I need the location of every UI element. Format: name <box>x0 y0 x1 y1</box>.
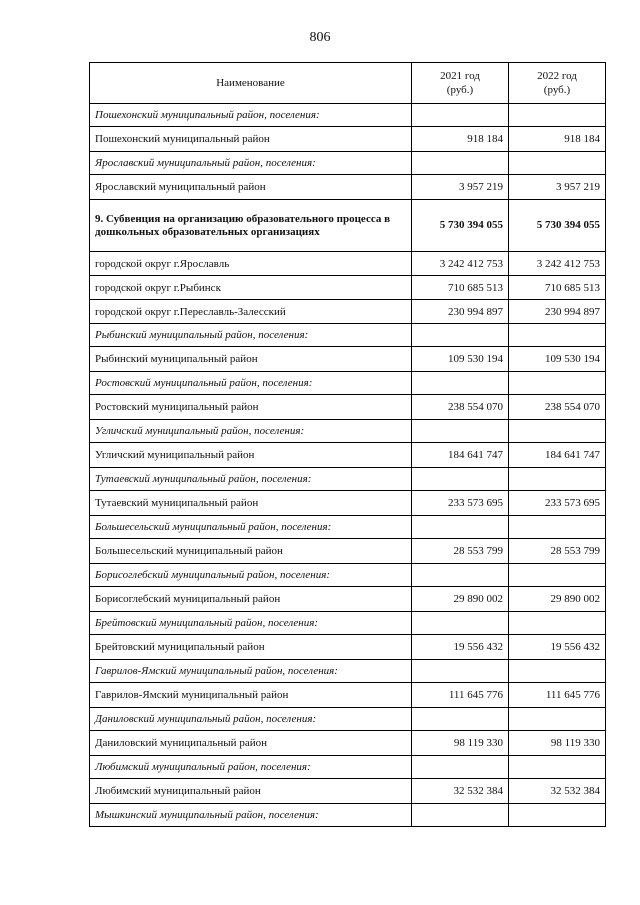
table-row <box>90 683 606 708</box>
row-value-2021: 238 554 070 <box>412 395 509 420</box>
row-value-2022: 19 556 432 <box>509 635 606 660</box>
row-value-2022: 98 119 330 <box>509 731 606 756</box>
table-row <box>90 468 606 491</box>
row-name-cell: Даниловский муниципальный район, поселения: <box>90 708 412 731</box>
row-name-cell: Мышкинский муниципальный район, поселения: <box>90 804 412 827</box>
row-name-cell: Тутаевский муниципальный район <box>90 491 412 516</box>
header-2021 <box>412 63 509 104</box>
row-value-2021: 918 184 <box>412 127 509 152</box>
table-row <box>90 491 606 516</box>
row-value-2021: 233 573 695 <box>412 491 509 516</box>
row-value-2021: 111 645 776 <box>412 683 509 708</box>
row-value-2021 <box>412 372 509 395</box>
row-value-2022 <box>509 756 606 779</box>
table-row <box>90 175 606 200</box>
row-value-2022: 238 554 070 <box>509 395 606 420</box>
row-value-2022 <box>509 324 606 347</box>
row-name-cell: Пошехонский муниципальный район, поселения: <box>90 104 412 127</box>
table-row <box>90 516 606 539</box>
table-row <box>90 152 606 175</box>
table-row <box>90 395 606 420</box>
row-value-2022: 111 645 776 <box>509 683 606 708</box>
row-value-2022 <box>509 420 606 443</box>
row-name-cell: городской округ г.Ярославль <box>90 252 412 276</box>
row-name-cell: Ярославский муниципальный район <box>90 175 412 200</box>
row-value-2022: 29 890 002 <box>509 587 606 612</box>
row-value-2022 <box>509 152 606 175</box>
row-value-2021 <box>412 660 509 683</box>
table-row <box>90 564 606 587</box>
row-value-2021 <box>412 804 509 827</box>
row-value-2021: 3 957 219 <box>412 175 509 200</box>
row-value-2022: 28 553 799 <box>509 539 606 564</box>
row-value-2022 <box>509 708 606 731</box>
row-name-cell: Тутаевский муниципальный район, поселения: <box>90 468 412 491</box>
row-value-2021 <box>412 420 509 443</box>
table-row <box>90 731 606 756</box>
row-value-2021: 19 556 432 <box>412 635 509 660</box>
row-value-2022 <box>509 104 606 127</box>
row-value-2022: 230 994 897 <box>509 300 606 324</box>
row-value-2021 <box>412 564 509 587</box>
table-row <box>90 660 606 683</box>
row-value-2021 <box>412 152 509 175</box>
table-row <box>90 347 606 372</box>
row-value-2022: 3 957 219 <box>509 175 606 200</box>
table-row <box>90 127 606 152</box>
table-row <box>90 324 606 347</box>
row-name-cell: Ростовский муниципальный район, поселения: <box>90 372 412 395</box>
header-2021-year: 2021 год <box>440 70 480 82</box>
table-row <box>90 708 606 731</box>
row-value-2022: 32 532 384 <box>509 779 606 804</box>
row-name-cell: Рыбинский муниципальный район <box>90 347 412 372</box>
row-name-cell: Брейтовский муниципальный район, поселения: <box>90 612 412 635</box>
row-value-2021: 3 242 412 753 <box>412 252 509 276</box>
row-value-2021 <box>412 468 509 491</box>
row-value-2022 <box>509 660 606 683</box>
row-value-2021: 98 119 330 <box>412 731 509 756</box>
row-value-2022: 3 242 412 753 <box>509 252 606 276</box>
row-name-cell: городской округ г.Переславль-Залесский <box>90 300 412 324</box>
row-name-cell: Угличский муниципальный район <box>90 443 412 468</box>
table-row <box>90 252 606 276</box>
row-value-2021: 710 685 513 <box>412 276 509 300</box>
table-row <box>90 420 606 443</box>
header-2022-year: 2022 год <box>537 70 577 82</box>
table-row <box>90 276 606 300</box>
row-value-2021: 184 641 747 <box>412 443 509 468</box>
row-value-2022: 918 184 <box>509 127 606 152</box>
row-value-2021: 109 530 194 <box>412 347 509 372</box>
table-row <box>90 200 606 252</box>
table-row <box>90 104 606 127</box>
row-name-cell: Брейтовский муниципальный район <box>90 635 412 660</box>
row-name-cell: Гаврилов-Ямский муниципальный район <box>90 683 412 708</box>
row-name-cell: Рыбинский муниципальный район, поселения: <box>90 324 412 347</box>
table-row <box>90 635 606 660</box>
row-name-cell: Борисоглебский муниципальный район, поселения: <box>90 564 412 587</box>
row-value-2022 <box>509 564 606 587</box>
table-row <box>90 300 606 324</box>
row-name-cell: Большесельский муниципальный район <box>90 539 412 564</box>
row-value-2022 <box>509 372 606 395</box>
row-value-2021: 32 532 384 <box>412 779 509 804</box>
row-value-2021: 230 994 897 <box>412 300 509 324</box>
table-row <box>90 443 606 468</box>
table-row <box>90 756 606 779</box>
table-row <box>90 587 606 612</box>
row-name-cell: Ростовский муниципальный район <box>90 395 412 420</box>
header-2022-unit: (руб.) <box>543 84 571 96</box>
page-number: 806 <box>309 30 331 45</box>
row-name-cell: 9. Субвенция на организацию образовательного процесса в дошкольных образовательных организациях <box>90 200 412 252</box>
budget-table <box>89 62 606 827</box>
row-value-2021: 28 553 799 <box>412 539 509 564</box>
row-value-2022 <box>509 612 606 635</box>
row-name-cell: Гаврилов-Ямский муниципальный район, поселения: <box>90 660 412 683</box>
row-value-2021: 29 890 002 <box>412 587 509 612</box>
row-value-2022 <box>509 468 606 491</box>
row-value-2022: 184 641 747 <box>509 443 606 468</box>
row-name-cell: Любимский муниципальный район <box>90 779 412 804</box>
header-name: Наименование <box>90 63 412 104</box>
table-row <box>90 804 606 827</box>
row-name-cell: Угличский муниципальный район, поселения: <box>90 420 412 443</box>
row-value-2021: 5 730 394 055 <box>412 200 509 252</box>
table-row <box>90 539 606 564</box>
row-name-cell: Даниловский муниципальный район <box>90 731 412 756</box>
table-body <box>90 104 606 827</box>
row-value-2022: 109 530 194 <box>509 347 606 372</box>
table-row <box>90 779 606 804</box>
row-value-2021 <box>412 104 509 127</box>
table-row <box>90 612 606 635</box>
row-value-2021 <box>412 756 509 779</box>
row-value-2022: 710 685 513 <box>509 276 606 300</box>
header-2022 <box>509 63 606 104</box>
row-value-2022: 5 730 394 055 <box>509 200 606 252</box>
row-value-2021 <box>412 324 509 347</box>
table-header-row <box>90 63 606 104</box>
row-value-2022 <box>509 804 606 827</box>
row-name-cell: Любимский муниципальный район, поселения: <box>90 756 412 779</box>
table-row <box>90 372 606 395</box>
row-value-2022 <box>509 516 606 539</box>
row-name-cell: Борисоглебский муниципальный район <box>90 587 412 612</box>
row-name-cell: Пошехонский муниципальный район <box>90 127 412 152</box>
row-value-2021 <box>412 612 509 635</box>
row-name-cell: городской округ г.Рыбинск <box>90 276 412 300</box>
row-value-2022: 233 573 695 <box>509 491 606 516</box>
row-value-2021 <box>412 516 509 539</box>
row-value-2021 <box>412 708 509 731</box>
header-2021-unit: (руб.) <box>446 84 474 96</box>
row-name-cell: Большесельский муниципальный район, поселения: <box>90 516 412 539</box>
row-name-cell: Ярославский муниципальный район, поселения: <box>90 152 412 175</box>
